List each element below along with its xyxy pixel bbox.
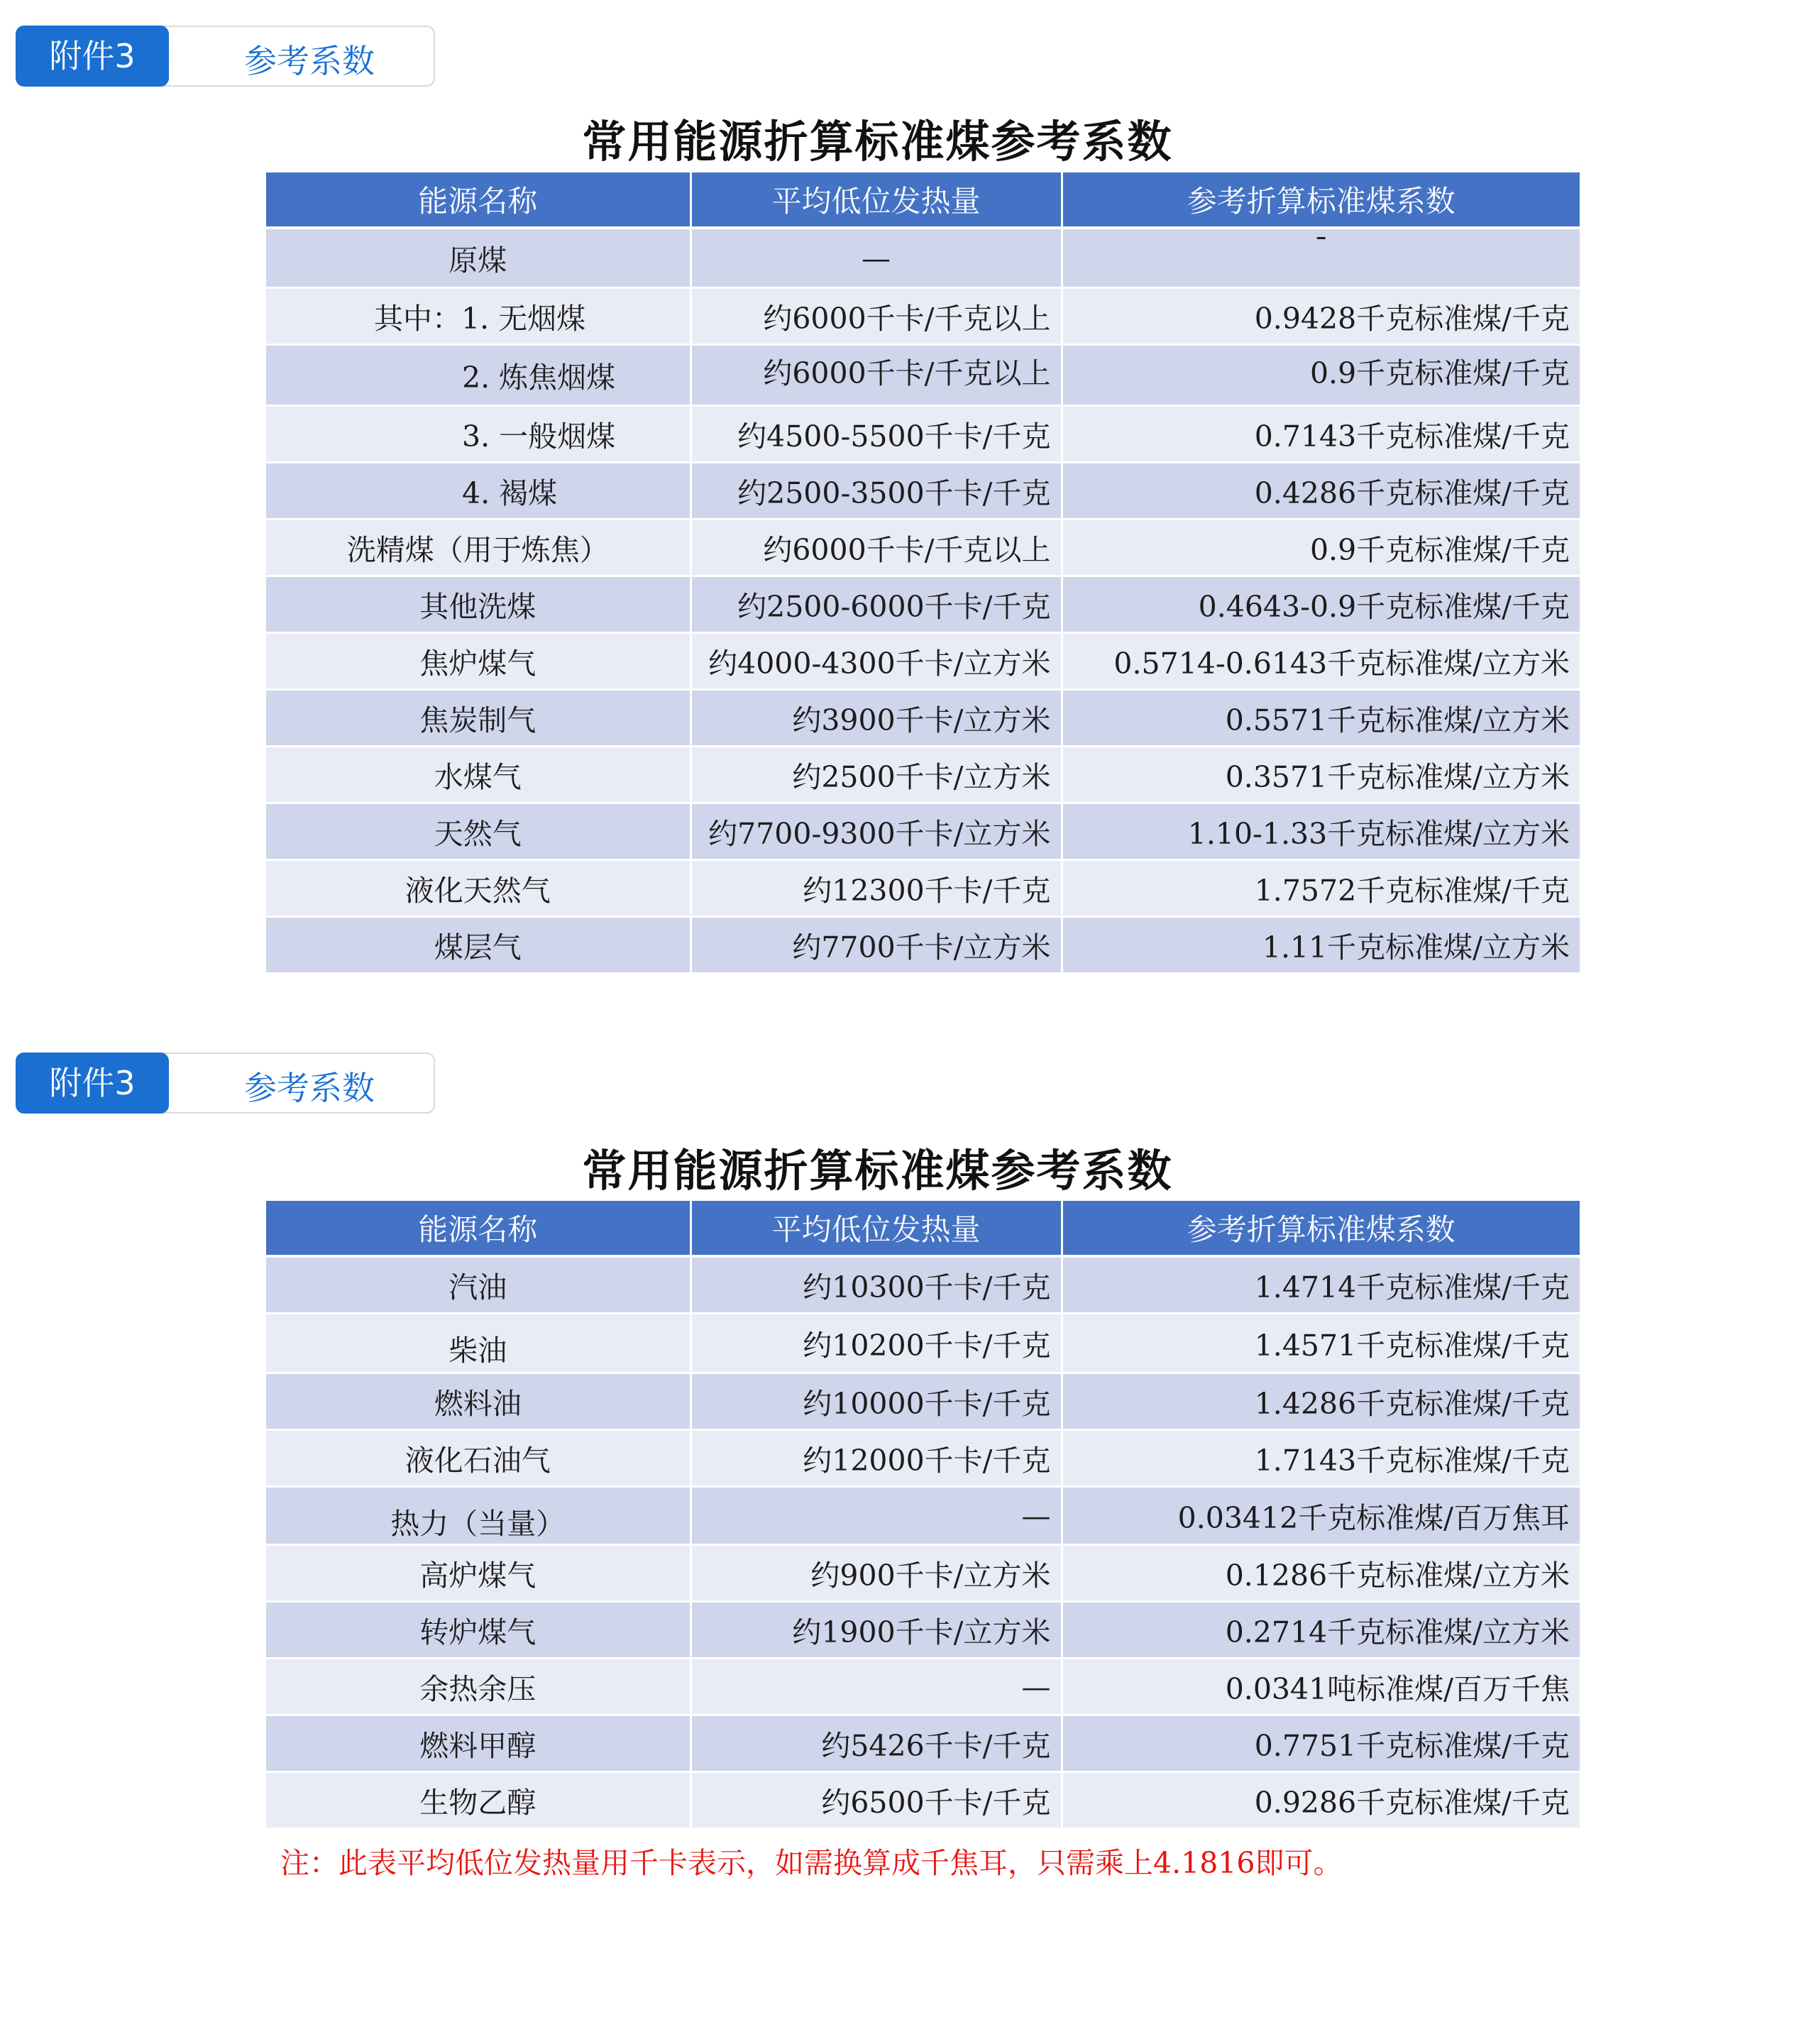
attachment-tag [16,26,435,87]
table-title: 常用能源折算标准煤参考系数 [582,1145,1173,1197]
table-row [266,633,1580,690]
table-row [266,1715,1580,1772]
coefficient-cell: 0.7751千克标准煤/千克 [1062,1715,1580,1772]
header-heat-value: 平均低位发热量 [690,172,1062,228]
table-row [266,1602,1580,1659]
header-coefficient: 参考折算标准煤系数 [1062,172,1580,228]
energy-name-cell: 煤层气 [266,917,690,974]
heat-value-cell: 约1900千卡/立方米 [690,1602,1062,1659]
energy-name-cell: 4. 褐煤 [266,463,690,520]
coefficient-cell: 0.9千克标准煤/千克 [1062,345,1580,406]
heat-value-cell: — [690,1487,1062,1545]
energy-name-cell: 其他洗煤 [266,576,690,633]
table-row [266,1545,1580,1602]
energy-name-cell: 液化天然气 [266,860,690,917]
table-row [266,228,1580,288]
table-header-row [266,172,1580,228]
energy-name-cell: 焦炭制气 [266,690,690,747]
footnote: 注：此表平均低位发热量用千卡表示，如需换算成千焦耳，只需乘上4.1816即可。 [280,1846,1343,1880]
heat-value-cell: 约4000-4300千卡/立方米 [690,633,1062,690]
header-heat-value: 平均低位发热量 [690,1201,1062,1256]
table-row [266,1659,1580,1715]
table-row [266,288,1580,345]
coefficient-cell: 1.7143千克标准煤/千克 [1062,1430,1580,1487]
coefficient-cell: 0.5714-0.6143千克标准煤/立方米 [1062,633,1580,690]
coefficient-cell: 1.4714千克标准煤/千克 [1062,1256,1580,1314]
attachment-tag [16,1053,435,1114]
table-row [266,406,1580,463]
coefficient-cell: 0.5571千克标准煤/立方米 [1062,690,1580,747]
energy-name-cell: 汽油 [266,1256,690,1314]
heat-value-cell: 约10000千卡/千克 [690,1373,1062,1430]
heat-value-cell: 约2500-3500千卡/千克 [690,463,1062,520]
heat-value-cell: 约6500千卡/千克 [690,1772,1062,1829]
coefficient-cell: 0.3571千克标准煤/立方米 [1062,747,1580,803]
table-row [266,860,1580,917]
coefficient-cell: 0.2714千克标准煤/立方米 [1062,1602,1580,1659]
table-row [266,747,1580,803]
header-energy-name: 能源名称 [266,172,690,228]
coefficient-table-2 [266,1201,1580,1830]
heat-value-cell: 约7700千卡/立方米 [690,917,1062,974]
table-row [266,520,1580,576]
table-row [266,1430,1580,1487]
table-row [266,917,1580,974]
energy-name-cell: 热力（当量） [266,1487,690,1545]
table-title: 常用能源折算标准煤参考系数 [582,116,1173,167]
heat-value-cell: 约10200千卡/千克 [690,1314,1062,1373]
table-row [266,690,1580,747]
heat-value-cell: 约12300千卡/千克 [690,860,1062,917]
heat-value-cell: 约6000千卡/千克以上 [690,345,1062,406]
coefficient-cell: 0.9286千克标准煤/千克 [1062,1772,1580,1829]
coefficient-cell: 0.0341吨标准煤/百万千焦 [1062,1659,1580,1715]
energy-name-cell: 燃料油 [266,1373,690,1430]
coefficient-cell: 0.03412千克标准煤/百万焦耳 [1062,1487,1580,1545]
table-row [266,803,1580,860]
heat-value-cell: 约6000千卡/千克以上 [690,520,1062,576]
heat-value-cell: 约3900千卡/立方米 [690,690,1062,747]
coefficient-cell: 0.9千克标准煤/千克 [1062,520,1580,576]
energy-name-cell: 焦炉煤气 [266,633,690,690]
energy-name-cell: 液化石油气 [266,1430,690,1487]
heat-value-cell: 约12000千卡/千克 [690,1430,1062,1487]
heat-value-cell: 约7700-9300千卡/立方米 [690,803,1062,860]
heat-value-cell: 约6000千卡/千克以上 [690,288,1062,345]
energy-name-cell: 高炉煤气 [266,1545,690,1602]
header-energy-name: 能源名称 [266,1201,690,1256]
coefficient-cell: 1.4571千克标准煤/千克 [1062,1314,1580,1373]
energy-name-cell: 2. 炼焦烟煤 [266,345,690,406]
heat-value-cell: 约5426千卡/千克 [690,1715,1062,1772]
coefficient-table-1 [266,172,1580,974]
coefficient-cell: 0.9428千克标准煤/千克 [1062,288,1580,345]
coefficient-cell: 0.7143千克标准煤/千克 [1062,406,1580,463]
table-header-row [266,1201,1580,1256]
coefficient-cell: 0.4286千克标准煤/千克 [1062,463,1580,520]
header-coefficient: 参考折算标准煤系数 [1062,1201,1580,1256]
attachment-label: 参考系数 [244,42,375,80]
energy-name-cell: 柴油 [266,1314,690,1373]
coefficient-cell: 0.4643-0.9千克标准煤/千克 [1062,576,1580,633]
attachment-label: 参考系数 [244,1069,375,1107]
heat-value-cell: — [690,228,1062,288]
coefficient-cell: 1.10-1.33千克标准煤/立方米 [1062,803,1580,860]
energy-name-cell: 水煤气 [266,747,690,803]
heat-value-cell: 约900千卡/立方米 [690,1545,1062,1602]
energy-name-cell: 余热余压 [266,1659,690,1715]
table-row [266,1256,1580,1314]
energy-name-cell: 生物乙醇 [266,1772,690,1829]
coefficient-cell: ¯ [1062,228,1580,288]
attachment-number: 附件3 [16,26,169,87]
heat-value-cell: 约4500-5500千卡/千克 [690,406,1062,463]
energy-name-cell: 3. 一般烟煤 [266,406,690,463]
table-row [266,463,1580,520]
heat-value-cell: 约2500千卡/立方米 [690,747,1062,803]
heat-value-cell: — [690,1659,1062,1715]
attachment-number: 附件3 [16,1053,169,1114]
heat-value-cell: 约2500-6000千卡/千克 [690,576,1062,633]
table-row [266,345,1580,406]
coefficient-cell: 0.1286千克标准煤/立方米 [1062,1545,1580,1602]
table-row [266,1487,1580,1545]
heat-value-cell: 约10300千卡/千克 [690,1256,1062,1314]
table-row [266,576,1580,633]
energy-name-cell: 其中：1. 无烟煤 [266,288,690,345]
energy-name-cell: 原煤 [266,228,690,288]
coefficient-cell: 1.4286千克标准煤/千克 [1062,1373,1580,1430]
energy-name-cell: 燃料甲醇 [266,1715,690,1772]
table-row [266,1373,1580,1430]
energy-name-cell: 洗精煤（用于炼焦） [266,520,690,576]
table-row [266,1314,1580,1373]
table-row [266,1772,1580,1829]
energy-name-cell: 天然气 [266,803,690,860]
coefficient-cell: 1.11千克标准煤/立方米 [1062,917,1580,974]
coefficient-cell: 1.7572千克标准煤/千克 [1062,860,1580,917]
energy-name-cell: 转炉煤气 [266,1602,690,1659]
